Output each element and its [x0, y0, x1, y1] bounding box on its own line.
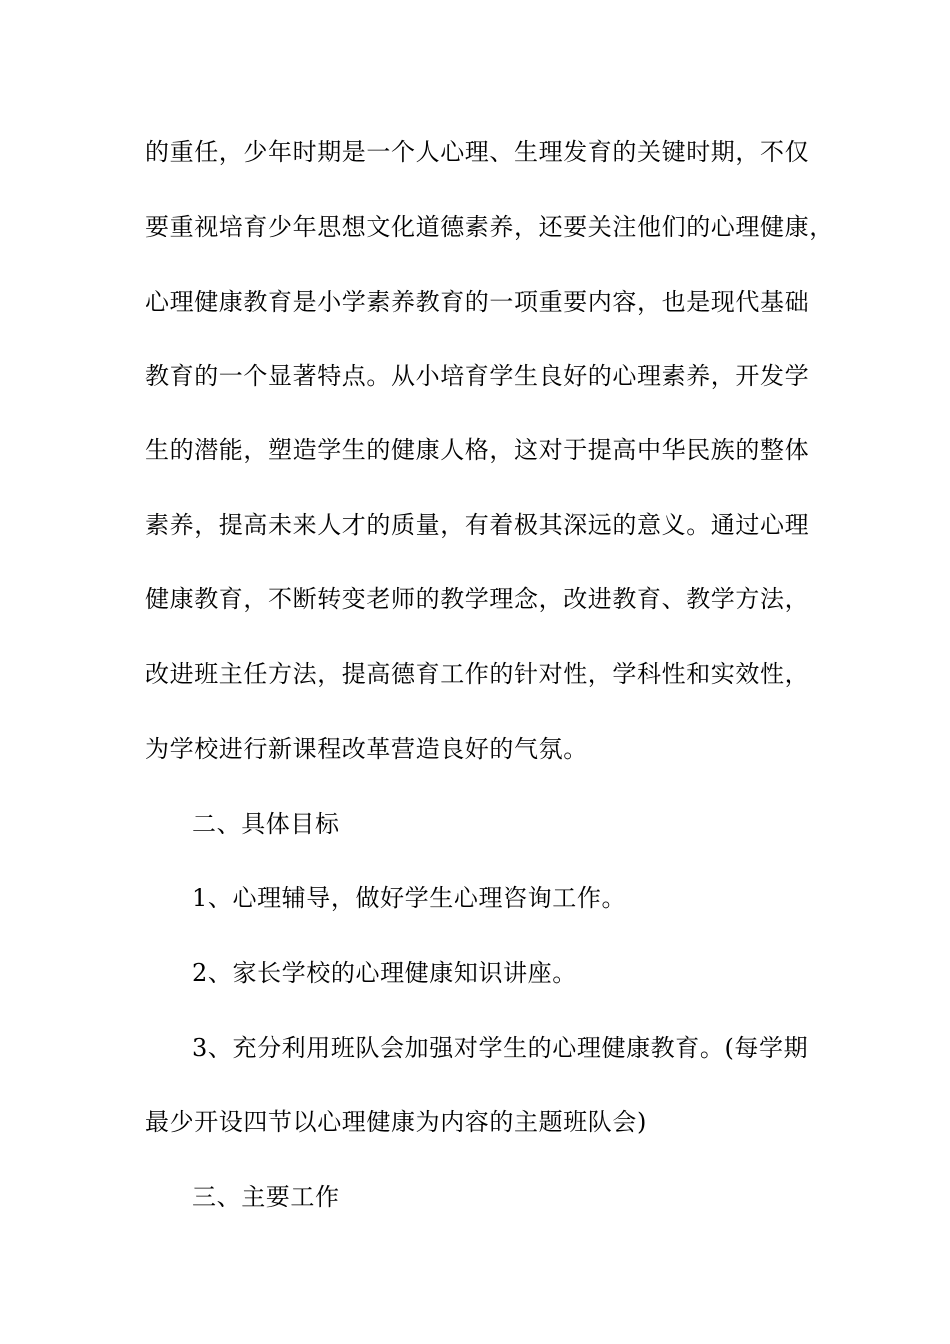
paragraph-line: 素养，提高未来人才的质量，有着极其深远的意义。通过心理: [145, 511, 810, 539]
paragraph-line: 改进班主任方法，提高德育工作的针对性，学科性和实效性，: [145, 660, 810, 688]
paragraph-line: 最少开设四节以心理健康为内容的主题班队会): [145, 1108, 647, 1136]
list-item: 3、充分利用班队会加强对学生的心理健康教育。(每学期: [192, 1034, 809, 1062]
paragraph-line: 健康教育，不断转变老师的教学理念，改进教育、教学方法，: [145, 585, 810, 613]
paragraph-line: 为学校进行新课程改革营造良好的气氛。: [145, 735, 588, 763]
section-heading: 三、主要工作: [192, 1183, 340, 1211]
list-item: 1、心理辅导，做好学生心理咨询工作。: [192, 884, 627, 912]
paragraph-line: 生的潜能，塑造学生的健康人格，这对于提高中华民族的整体: [145, 436, 810, 464]
section-heading: 二、具体目标: [192, 810, 340, 838]
paragraph-line: 的重任，少年时期是一个人心理、生理发育的关键时期，不仅: [145, 138, 810, 166]
paragraph-line: 要重视培育少年思想文化道德素养，还要关注他们的心理健康，: [145, 213, 834, 241]
list-item: 2、家长学校的心理健康知识讲座。: [192, 959, 577, 987]
paragraph-line: 教育的一个显著特点。从小培育学生良好的心理素养，开发学: [145, 362, 810, 390]
paragraph-line: 心理健康教育是小学素养教育的一项重要内容，也是现代基础: [145, 288, 810, 316]
